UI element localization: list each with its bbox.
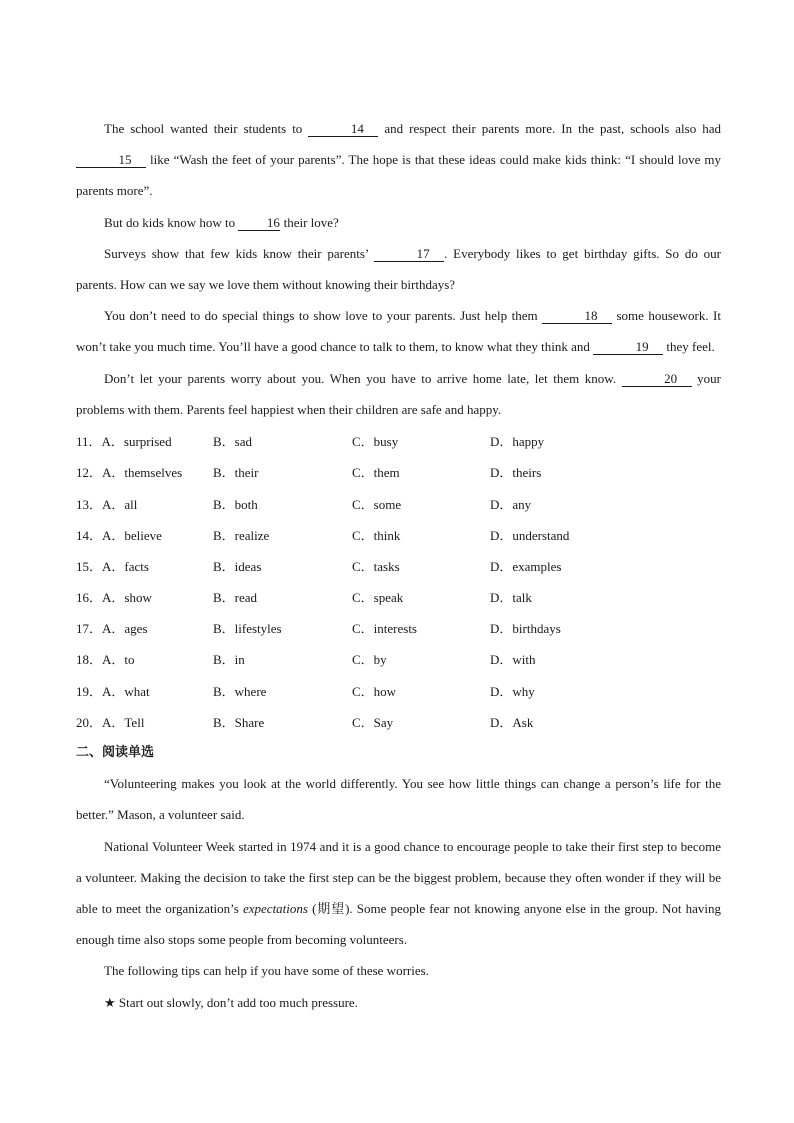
question-18-options	[76, 643, 721, 674]
option-a-text: A．all	[102, 496, 138, 512]
text: (期望). Some people fear not knowing anyone else in the group. Not having enough time also stops some people from becoming volunteers.	[76, 900, 721, 948]
option-a[interactable]	[76, 431, 213, 450]
question-number: 20．	[76, 714, 103, 730]
question-number: 16．	[76, 590, 103, 606]
option-a[interactable]	[76, 618, 213, 637]
option-a-text: A．surprised	[101, 434, 172, 450]
question-number: 11．	[76, 434, 102, 450]
option-d[interactable]: D．Ask	[490, 714, 534, 730]
option-c[interactable]: C．think	[352, 527, 401, 543]
text: Don’t let your parents worry about you. When you have to arrive home late, let them know.	[104, 370, 622, 386]
question-19-options	[76, 675, 721, 706]
section-title: 二、阅读单选	[76, 744, 155, 760]
blank-14: 14	[308, 121, 378, 137]
blank-19: 19	[593, 339, 663, 355]
blank-18: 18	[542, 308, 612, 324]
question-number: 19．	[76, 683, 103, 699]
option-a[interactable]	[76, 525, 213, 544]
question-number: 17．	[76, 621, 103, 637]
blank-16: 16	[238, 215, 280, 231]
text: they feel.	[663, 339, 715, 355]
text: National Volunteer Week started in 1974 and it is a good chance to encourage people to take their first step to become a volunteer. Making the decision to take the first step can be the biggest problem, because they often wonder if they will be able to meet the organization’s	[76, 838, 721, 916]
option-a[interactable]	[76, 587, 213, 606]
question-number: 12．	[76, 465, 103, 481]
option-b[interactable]: B．their	[213, 465, 259, 481]
paragraph-1	[76, 113, 721, 207]
question-13-options	[76, 487, 721, 518]
question-number: 13．	[76, 496, 103, 512]
option-c[interactable]: C．tasks	[352, 558, 400, 574]
text: But do kids know how to	[104, 214, 239, 230]
paragraph-2	[76, 207, 721, 238]
question-17-options	[76, 612, 721, 643]
option-b[interactable]: B．Share	[213, 714, 265, 730]
option-b[interactable]: B．realize	[213, 527, 270, 543]
option-a[interactable]	[76, 462, 213, 481]
option-c[interactable]: C．interests	[352, 621, 417, 637]
option-b[interactable]: B．sad	[213, 434, 253, 450]
option-a[interactable]	[76, 681, 213, 700]
text: You don’t need to do special things to show love to your parents. Just help them	[104, 308, 543, 324]
option-d[interactable]: D．talk	[490, 590, 532, 606]
option-b[interactable]: B．ideas	[213, 558, 262, 574]
option-d[interactable]: D．why	[490, 683, 535, 699]
option-a-text: A．to	[102, 652, 135, 668]
option-d[interactable]: D．birthdays	[490, 621, 561, 637]
option-a-text: A．Tell	[102, 714, 145, 730]
option-d[interactable]: D．with	[490, 652, 536, 668]
blank-17: 17	[374, 246, 444, 262]
question-20-options	[76, 706, 721, 737]
question-12-options	[76, 456, 721, 487]
option-b[interactable]: B．in	[213, 652, 245, 668]
text: some housework. It won’t take you much time. You’ll have a good chance to talk to them, to know what they think and	[76, 308, 721, 355]
question-11-options	[76, 425, 721, 456]
option-d[interactable]: D．any	[490, 496, 532, 512]
option-c[interactable]: C．some	[352, 496, 402, 512]
question-number: 15．	[76, 558, 103, 574]
text: their love?	[280, 214, 339, 230]
text: The school wanted their students to	[104, 121, 309, 136]
question-number: 18．	[76, 652, 103, 668]
italic-term: expectations	[242, 900, 308, 916]
options-list	[76, 425, 721, 737]
option-d[interactable]: D．examples	[490, 558, 562, 574]
option-a[interactable]	[76, 649, 213, 668]
option-a[interactable]	[76, 712, 213, 731]
option-b[interactable]: B．both	[213, 496, 258, 512]
option-b[interactable]: B．read	[213, 590, 258, 606]
question-16-options	[76, 581, 721, 612]
blank-20: 20	[622, 371, 692, 387]
option-a-text: A．facts	[102, 558, 149, 574]
text: and respect their parents more. In the past, schools also had	[378, 121, 721, 136]
question-14-options	[76, 519, 721, 550]
option-d[interactable]: D．understand	[490, 527, 570, 543]
option-a-text: A．ages	[102, 621, 148, 637]
option-a[interactable]	[76, 494, 213, 513]
question-15-options	[76, 550, 721, 581]
document-page	[76, 113, 721, 1018]
option-a-text: A．show	[102, 590, 152, 606]
option-a-text: A．what	[102, 683, 150, 699]
option-c[interactable]: C．them	[352, 465, 400, 481]
reading-paragraph-2	[76, 831, 721, 956]
tip-1: ★ Start out slowly, don’t add too much pressure.	[104, 994, 358, 1010]
reading-paragraph-1: “Volunteering makes you look at the world differently. You see how little things can change a person’s life for the better.” Mason, a volunteer said.	[76, 776, 721, 823]
text: your problems with them. Parents feel happiest when their children are safe and happy.	[76, 370, 721, 417]
text: like “Wash the feet of your parents”. The hope is that these ideas could make kids think: “I should love my parents more”.	[76, 152, 721, 199]
option-c[interactable]: C．busy	[352, 434, 399, 450]
paragraph-3	[76, 238, 721, 300]
option-b[interactable]: B．lifestyles	[213, 621, 282, 637]
text: . Everybody likes to get birthday gifts. So do our parents. How can we say we love them without knowing their birthdays?	[76, 245, 721, 293]
option-d[interactable]: D．happy	[490, 434, 545, 450]
option-a-text: A．themselves	[102, 465, 183, 481]
option-c[interactable]: C．speak	[352, 590, 404, 606]
paragraph-5	[76, 363, 721, 425]
blank-15: 15	[76, 152, 146, 168]
option-c[interactable]: C．Say	[352, 714, 394, 730]
option-a[interactable]	[76, 556, 213, 575]
option-d[interactable]: D．theirs	[490, 465, 542, 481]
option-c[interactable]: C．by	[352, 652, 387, 668]
paragraph-4	[76, 300, 721, 362]
text: Surveys show that few kids know their parents’	[104, 245, 375, 261]
option-b[interactable]: B．where	[213, 683, 267, 699]
reading-paragraph-3: The following tips can help if you have some of these worries.	[104, 963, 429, 979]
option-c[interactable]: C．how	[352, 683, 397, 699]
question-number: 14．	[76, 527, 103, 543]
option-a-text: A．believe	[102, 527, 162, 543]
